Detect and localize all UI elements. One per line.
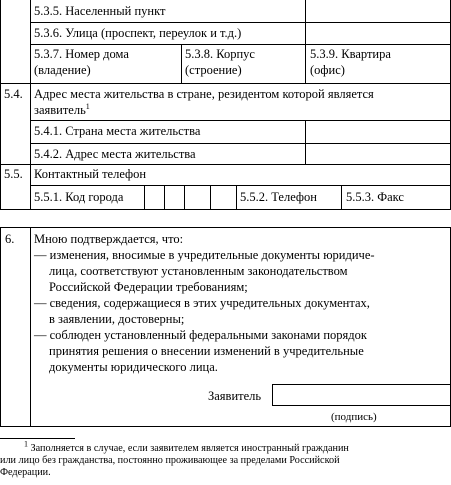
section6-intro: Мною подтверждается, что: <box>34 232 184 246</box>
footnote-line2: или лицо без гражданства, постоянно проживающее за пределами Российской <box>0 455 340 466</box>
signature-caption: (подпись) <box>331 411 377 423</box>
bullet1-l1: — изменения, вносимые в учредительные документы юридиче- <box>34 248 375 262</box>
section6-num: 6. <box>5 232 15 246</box>
bullet2-l1: — сведения, содержащиеся в этих учредительных документах, <box>34 296 370 310</box>
label-538-l2: (строение) <box>185 63 242 77</box>
footnote-line1 <box>0 439 451 455</box>
col-divider <box>30 227 31 427</box>
col-divider <box>305 44 306 83</box>
row-divider <box>0 164 451 165</box>
label-54-l1: Адрес места жительства в стране, резидентом которой является <box>34 87 374 101</box>
col-divider <box>181 44 182 83</box>
row-divider <box>0 83 451 84</box>
label-542: 5.4.2. Адрес места жительства <box>34 147 196 161</box>
code-cell-divider <box>210 185 211 210</box>
bullet3-l3: документы юридического лица. <box>49 360 218 374</box>
row-divider <box>30 185 451 186</box>
col-divider <box>305 120 306 164</box>
label-538-l1: 5.3.8. Корпус <box>185 47 255 61</box>
footnote-rule <box>0 438 75 439</box>
label-536: 5.3.6. Улица (проспект, переулок и т.д.) <box>34 26 242 40</box>
row-divider <box>30 143 451 144</box>
label-537-l2: (владение) <box>34 63 91 77</box>
label-54-num: 5.4. <box>4 87 23 101</box>
label-537-l1: 5.3.7. Номер дома <box>34 47 129 61</box>
row-divider <box>30 22 451 23</box>
col-divider <box>30 0 31 210</box>
label-539-l1: 5.3.9. Квартира <box>310 47 391 61</box>
bullet1-l2: лица, соответствуют установленным законодательством <box>49 264 348 278</box>
code-cell-divider <box>236 185 237 210</box>
bullet3-l2: принятия решения о внесении изменений в учредительные <box>49 344 364 358</box>
label-552: 5.5.2. Телефон <box>240 190 317 204</box>
code-cell-divider <box>184 185 185 210</box>
label-55-num: 5.5. <box>4 167 23 181</box>
footnote-ref: 1 <box>85 101 90 111</box>
label-55: Контактный телефон <box>34 167 147 181</box>
label-535: 5.3.5. Населенный пункт <box>34 4 166 18</box>
label-539-l2: (офис) <box>310 63 345 77</box>
applicant-label: Заявитель <box>208 389 262 403</box>
code-cell-divider <box>341 185 342 210</box>
row-divider <box>30 120 451 121</box>
bullet2-l2: в заявлении, достоверны; <box>49 312 185 326</box>
footnote <box>0 439 451 479</box>
bullet1-l3: Российской Федерации требованиям; <box>49 280 248 294</box>
label-551: 5.5.1. Код города <box>34 190 124 204</box>
bullet3-l1: — соблюден установленный федеральными законами порядок <box>34 328 367 342</box>
signature-field[interactable] <box>272 384 451 406</box>
footnote-line3: Федерации. <box>0 467 51 478</box>
col-divider <box>305 0 306 44</box>
label-54-l2-text: заявитель <box>34 103 86 117</box>
code-cell-divider <box>164 185 165 210</box>
row-divider <box>30 44 451 45</box>
label-54-l2 <box>34 103 90 118</box>
label-541: 5.4.1. Страна места жительства <box>34 124 201 138</box>
label-553: 5.5.3. Факс <box>346 190 404 204</box>
footnote-marker: 1 <box>24 439 28 449</box>
footnote-line1-text: Заполняется в случае, если заявителем является иностранный гражданин <box>30 443 349 454</box>
code-cell-divider <box>144 185 145 210</box>
